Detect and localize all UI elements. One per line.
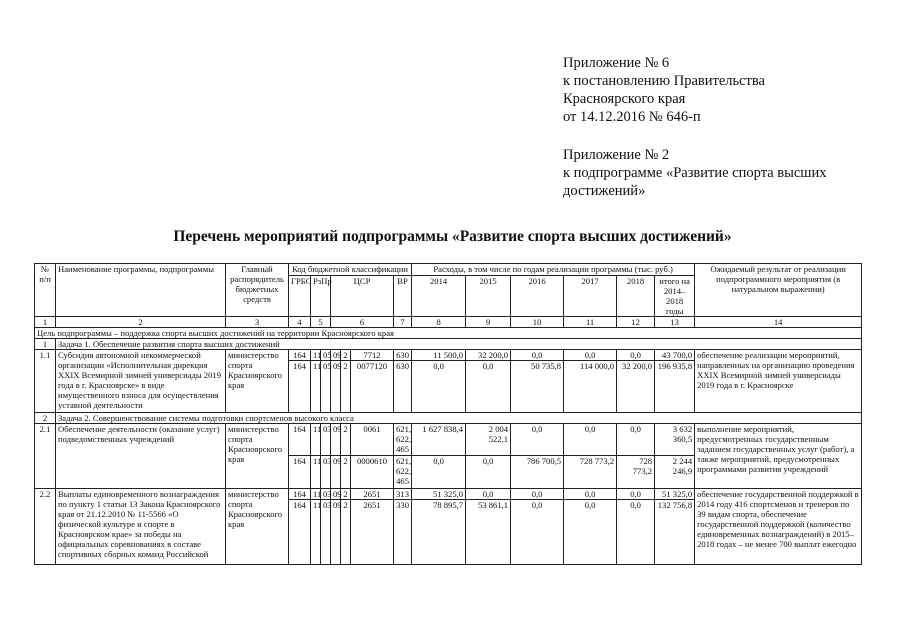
- head-vr: ВР: [394, 276, 412, 317]
- row-1-1-name: Субсидия автономной некоммерческой организации «Исполнительная дирекция XXIX Всемирной зимней универсиады 2019 года в г. Красноярске» в виде имущественного взноса для осуществления уставной деятельности: [56, 350, 226, 413]
- total-cell: 43 700,0: [655, 350, 695, 361]
- vr-cell: 621, 622, 465: [394, 424, 412, 456]
- appendix-2-line-1: Приложение № 2: [563, 147, 670, 163]
- grbs-cell: 164: [289, 424, 311, 456]
- row-1-1-result: обеспечение реализации мероприятий, направленных на организацию проведения XXIX Всемирной зимней универсиады 2019 года в г. Красноярске: [695, 350, 862, 413]
- y2016-cell: 786 700,5: [511, 456, 564, 489]
- pr-cell: 03: [321, 424, 331, 456]
- y2014-cell: 1 627 838,4: [412, 424, 466, 456]
- csr-code-cell: 2651: [351, 489, 394, 500]
- y2018-cell: 0,0: [617, 424, 655, 456]
- csr-sub-cell: 2: [341, 350, 351, 361]
- csr-code-cell: 7712: [351, 350, 394, 361]
- colnum: 9: [466, 317, 511, 328]
- y2017-cell: 114 000,0: [564, 361, 617, 413]
- vr-cell: 630: [394, 350, 412, 361]
- grbs-cell: 164: [289, 361, 311, 413]
- csr-sub-cell: 2: [341, 424, 351, 456]
- task-1-text: Задача 1. Обеспечение развития спорта высших достижений: [56, 339, 862, 350]
- head-2015: 2015: [466, 276, 511, 317]
- table-row: [35, 424, 862, 456]
- csr-prog-cell: 09: [331, 361, 341, 413]
- total-cell: 3 632 360,5: [655, 424, 695, 456]
- vr-cell: 330: [394, 500, 412, 565]
- pr-cell: 05: [321, 361, 331, 413]
- colnum: 3: [226, 317, 289, 328]
- vr-cell: 630: [394, 361, 412, 413]
- vr-cell: 313: [394, 489, 412, 500]
- y2017-cell: 0,0: [564, 424, 617, 456]
- y2014-cell: 11 500,0: [412, 350, 466, 361]
- head-num: № п/п: [35, 264, 56, 317]
- y2018-cell: 32 200,0: [617, 361, 655, 413]
- pr-cell: 03: [321, 456, 331, 489]
- task-2-row: [35, 413, 862, 424]
- y2015-cell: 0,0: [466, 489, 511, 500]
- y2015-cell: 53 861,1: [466, 500, 511, 565]
- head-2014: 2014: [412, 276, 466, 317]
- y2016-cell: 0,0: [511, 350, 564, 361]
- rz-cell: 11: [311, 456, 321, 489]
- head-expenses: Расходы, в том числе по годам реализации программы (тыс. руб.): [412, 264, 695, 276]
- y2016-cell: 0,0: [511, 489, 564, 500]
- head-csr: ЦСР: [331, 276, 394, 317]
- colnum: 2: [56, 317, 226, 328]
- y2017-cell: 728 773,2: [564, 456, 617, 489]
- pr-cell: 05: [321, 350, 331, 361]
- colnum: 5: [311, 317, 331, 328]
- rz-cell: 11: [311, 424, 321, 456]
- y2018-cell: 728 773,2: [617, 456, 655, 489]
- y2018-cell: 0,0: [617, 500, 655, 565]
- row-2-1-num: 2.1: [35, 424, 56, 489]
- csr-code-cell: 0061: [351, 424, 394, 456]
- grbs-cell: 164: [289, 500, 311, 565]
- y2014-cell: 51 325,0: [412, 489, 466, 500]
- colnum: 11: [564, 317, 617, 328]
- head-2018: 2018: [617, 276, 655, 317]
- table-row: [35, 350, 862, 361]
- appendix-6-line-4: от 14.12.2016 № 646-п: [563, 109, 701, 125]
- csr-sub-cell: 2: [341, 456, 351, 489]
- appendix-6-line-2: к постановлению Правительства: [563, 73, 765, 89]
- rz-cell: 11: [311, 489, 321, 500]
- head-2016: 2016: [511, 276, 564, 317]
- appendix-6-line-3: Красноярского края: [563, 91, 686, 107]
- row-1-1-num: 1.1: [35, 350, 56, 413]
- colnum: 12: [617, 317, 655, 328]
- head-result: Ожидаемый результат от реализации подпрограммного мероприятия (в натуральном выражении): [695, 264, 862, 317]
- head-grbs: ГРБС: [289, 276, 311, 317]
- task-1-row: [35, 339, 862, 350]
- pr-cell: 03: [321, 489, 331, 500]
- csr-prog-cell: 09: [331, 350, 341, 361]
- y2018-cell: 0,0: [617, 489, 655, 500]
- document-title: Перечень мероприятий подпрограммы «Развитие спорта высших достижений»: [173, 228, 732, 245]
- y2017-cell: 0,0: [564, 489, 617, 500]
- y2016-cell: 0,0: [511, 500, 564, 565]
- y2015-cell: 0,0: [466, 456, 511, 489]
- y2016-cell: 50 735,8: [511, 361, 564, 413]
- csr-prog-cell: 09: [331, 456, 341, 489]
- vr-cell: 621, 622, 465: [394, 456, 412, 489]
- csr-code-cell: 0000610: [351, 456, 394, 489]
- row-2-2-result: обеспечение государственной поддержкой в 2014 году 416 спортсменов и тренеров по 39 видам спорта, обеспечение государственной поддержкой (количество единовременных вознаграждений) в 2015–2018 годах – не менее 700 выплат ежегодно: [695, 489, 862, 565]
- grbs-cell: 164: [289, 350, 311, 361]
- colnum: 1: [35, 317, 56, 328]
- measures-table: [34, 263, 862, 565]
- row-2-1-result: выполнение мероприятий, предусмотренных государственным заданием государственных услуг (работ), а также мероприятий, предусмотренных программами развития учреждений: [695, 424, 862, 489]
- table-row: [35, 489, 862, 500]
- head-2017: 2017: [564, 276, 617, 317]
- colnum: 6: [331, 317, 394, 328]
- colnum: 7: [394, 317, 412, 328]
- csr-prog-cell: 09: [331, 489, 341, 500]
- grbs-cell: 164: [289, 456, 311, 489]
- head-total: итого на 2014–2018 годы: [655, 276, 695, 317]
- head-kbk: Код бюджетной классификации: [289, 264, 412, 276]
- total-cell: 51 325,0: [655, 489, 695, 500]
- colnum: 4: [289, 317, 311, 328]
- row-2-1-name: Обеспечение деятельности (оказание услуг) подведомственных учреждений: [56, 424, 226, 489]
- csr-code-cell: 2651: [351, 500, 394, 565]
- row-2-1-manager: министерство спорта Красноярского края: [226, 424, 289, 489]
- y2015-cell: 32 200,0: [466, 350, 511, 361]
- row-1-1-manager: министерство спорта Красноярского края: [226, 350, 289, 413]
- y2014-cell: 0,0: [412, 456, 466, 489]
- task-2-num: 2: [35, 413, 56, 424]
- row-2-2-name: Выплаты единовременного вознаграждения по пункту 1 статьи 13 Закона Красноярского края от 21.12.2010 № 11-5566 «О физической культуре и спорте в Красноярском крае» за победы на официальных соревнованиях в составе спортивных сборных команд Российской: [56, 489, 226, 565]
- y2016-cell: 0,0: [511, 424, 564, 456]
- total-cell: 2 244 246,9: [655, 456, 695, 489]
- y2015-cell: 2 004 522,1: [466, 424, 511, 456]
- rz-cell: 11: [311, 500, 321, 565]
- y2014-cell: 78 895,7: [412, 500, 466, 565]
- colnum: 14: [695, 317, 862, 328]
- y2017-cell: 0,0: [564, 500, 617, 565]
- total-cell: 196 935,8: [655, 361, 695, 413]
- csr-code-cell: 0077120: [351, 361, 394, 413]
- task-1-num: 1: [35, 339, 56, 350]
- goal-text: Цель подпрограммы – поддержка спорта высших достижений на территории Красноярского края: [35, 328, 862, 339]
- grbs-cell: 164: [289, 489, 311, 500]
- y2014-cell: 0,0: [412, 361, 466, 413]
- goal-row: [35, 328, 862, 339]
- head-rzpr: РзПр: [311, 276, 331, 317]
- y2017-cell: 0,0: [564, 350, 617, 361]
- rz-cell: 11: [311, 361, 321, 413]
- rz-cell: 11: [311, 350, 321, 361]
- head-manager: Главный распорядитель бюджетных средств: [226, 264, 289, 317]
- y2015-cell: 0,0: [466, 361, 511, 413]
- column-numbers-row: [35, 317, 862, 328]
- head-name: Наименование программы, подпрограммы: [56, 264, 226, 317]
- appendix-2-line-2: к подпрограмме «Развитие спорта высших: [563, 165, 827, 181]
- colnum: 8: [412, 317, 466, 328]
- row-2-2-num: 2.2: [35, 489, 56, 565]
- appendix-6-line-1: Приложение № 6: [563, 55, 670, 71]
- csr-sub-cell: 2: [341, 361, 351, 413]
- row-2-2-manager: министерство спорта Красноярского края: [226, 489, 289, 565]
- task-2-text: Задача 2. Совершенствование системы подготовки спортсменов высокого класса: [56, 413, 862, 424]
- csr-sub-cell: 2: [341, 489, 351, 500]
- csr-prog-cell: 09: [331, 500, 341, 565]
- header-row: [35, 264, 862, 276]
- csr-prog-cell: 09: [331, 424, 341, 456]
- colnum: 13: [655, 317, 695, 328]
- pr-cell: 03: [321, 500, 331, 565]
- csr-sub-cell: 2: [341, 500, 351, 565]
- total-cell: 132 756,8: [655, 500, 695, 565]
- y2018-cell: 0,0: [617, 350, 655, 361]
- appendix-header: [563, 54, 826, 200]
- appendix-2-line-3: достижений»: [563, 183, 646, 199]
- colnum: 10: [511, 317, 564, 328]
